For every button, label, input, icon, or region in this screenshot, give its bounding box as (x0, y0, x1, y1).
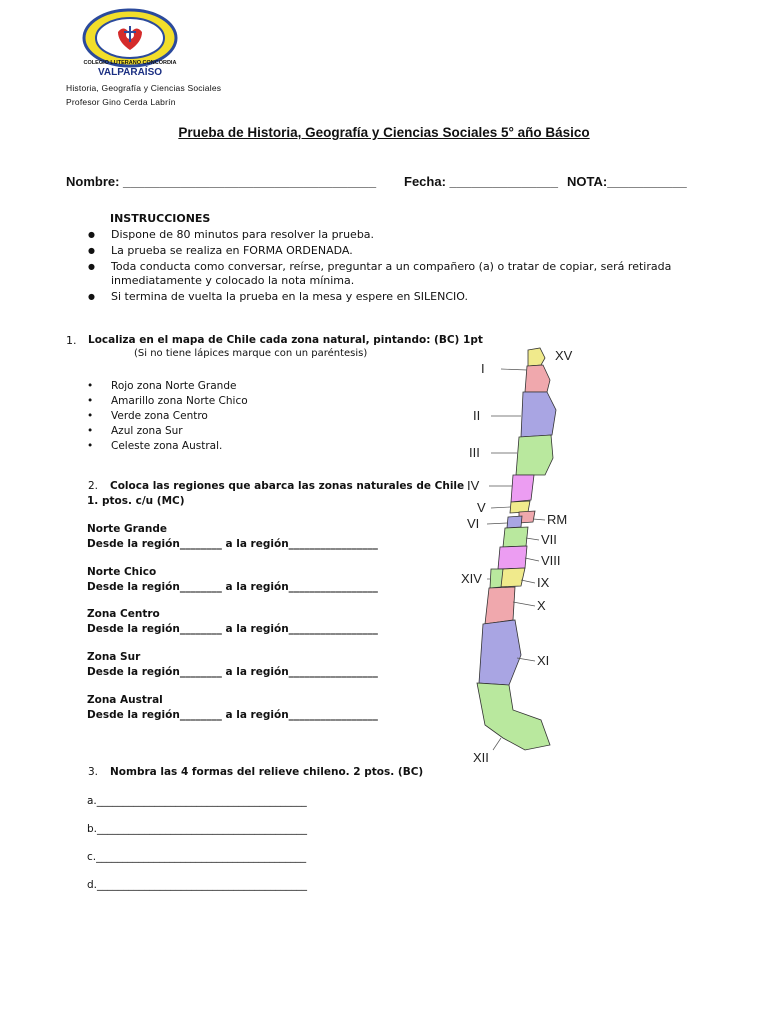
q1-note: (Si no tiene lápices marque con un paréntesis) (134, 348, 368, 359)
school-city: VALPARAÍSO (97, 67, 163, 78)
instruction-item: ● Si termina de vuelta la prueba en la mesa y espere en SILENCIO. (88, 290, 698, 304)
zone-block (87, 607, 378, 637)
zone-answer-line[interactable]: Desde la región________ a la región_________________ (87, 709, 378, 721)
region-iii-shape (516, 435, 553, 475)
instruction-item: ● Dispone de 80 minutos para resolver la prueba. (88, 228, 698, 242)
q3-answer-c[interactable]: c.________________________________________ (87, 851, 307, 863)
region-xv-shape (528, 348, 545, 366)
region-xii-shape (477, 683, 550, 750)
q1-number: 1. (66, 334, 77, 347)
chile-regions-map (455, 340, 595, 770)
map-label: XV (555, 348, 573, 363)
map-label: RM (547, 512, 568, 527)
map-label: III (469, 445, 480, 460)
q3-answer-d[interactable]: d.________________________________________ (87, 879, 308, 891)
map-label: XII (473, 750, 489, 765)
q1-color-item: • Azul zona Sur (87, 424, 248, 439)
instruction-item: ● La prueba se realiza en FORMA ORDENADA. (88, 244, 698, 258)
teacher-line: Profesor Gino Cerda Labrín (66, 97, 176, 107)
q1-color-list (87, 379, 248, 454)
school-name: COLEGIO LUTERANO CONCORDIA (83, 60, 177, 66)
map-label: VIII (541, 553, 561, 568)
q1-color-item: • Amarillo zona Norte Chico (87, 394, 248, 409)
map-label: XI (537, 653, 550, 668)
map-label: XIV (461, 571, 482, 586)
date-field[interactable]: Fecha: _______________ (404, 174, 558, 189)
zone-answer-line[interactable]: Desde la región________ a la región_________________ (87, 623, 378, 635)
q1-text: Localiza en el mapa de Chile cada zona natural, pintando: (BC) 1pt (88, 334, 483, 346)
region-viii-shape (498, 546, 527, 569)
region-xi-shape (479, 620, 521, 685)
map-label: V (477, 500, 486, 515)
page-title: Prueba de Historia, Geografía y Ciencias Sociales 5° año Básico (178, 125, 590, 140)
region-ii-shape (521, 392, 556, 437)
region-i-shape (525, 365, 550, 392)
region-x-shape (485, 587, 515, 624)
zone-label: Zona Centro (87, 608, 160, 620)
zone-block (87, 565, 378, 595)
instructions-list (88, 228, 698, 306)
subject-line: Historia, Geografía y Ciencias Sociales (66, 83, 222, 93)
region-vii-shape (503, 527, 528, 547)
q2-number: 2. (88, 480, 99, 492)
map-label: X (537, 598, 546, 613)
q3-number: 3. (88, 766, 99, 778)
grade-field[interactable]: NOTA:___________ (567, 174, 687, 189)
zone-block (87, 650, 378, 680)
map-label: IX (537, 575, 550, 590)
map-label: VI (467, 516, 480, 531)
name-field[interactable]: Nombre: ___________________________________ (66, 174, 377, 189)
map-label: VII (541, 532, 557, 547)
instructions-heading: INSTRUCCIONES (110, 212, 211, 225)
zone-answer-line[interactable]: Desde la región________ a la región_________________ (87, 666, 378, 678)
region-iv-shape (511, 475, 534, 502)
zone-block (87, 522, 378, 552)
zone-label: Zona Sur (87, 651, 141, 663)
q3-answer-a[interactable]: a.________________________________________ (87, 795, 307, 807)
map-label: IV (467, 478, 480, 493)
zone-block (87, 693, 378, 723)
q1-color-item: • Rojo zona Norte Grande (87, 379, 248, 394)
q2-text: Coloca las regiones que abarca las zonas naturales de Chile (110, 480, 465, 492)
region-vi-shape (507, 516, 522, 528)
q1-color-item: • Celeste zona Austral. (87, 439, 248, 454)
zone-answer-line[interactable]: Desde la región________ a la región_________________ (87, 581, 378, 593)
q3-text: Nombra las 4 formas del relieve chileno. 2 ptos. (BC) (110, 766, 424, 778)
zone-label: Norte Grande (87, 523, 167, 535)
zone-answer-line[interactable]: Desde la región________ a la región_________________ (87, 538, 378, 550)
zone-label: Norte Chico (87, 566, 157, 578)
q3-answer-b[interactable]: b.________________________________________ (87, 823, 308, 835)
q1-color-item: • Verde zona Centro (87, 409, 248, 424)
map-label: II (473, 408, 481, 423)
instruction-item: ● Toda conducta como conversar, reírse, preguntar a un compañero (a) o tratar de copiar, será retirada inmediatamente y colocado la nota mínima. (88, 260, 698, 288)
region-xiv-shape (490, 569, 503, 588)
zone-label: Zona Austral (87, 694, 163, 706)
q2-points: 1. ptos. c/u (MC) (87, 495, 185, 507)
map-label: I (481, 361, 485, 376)
